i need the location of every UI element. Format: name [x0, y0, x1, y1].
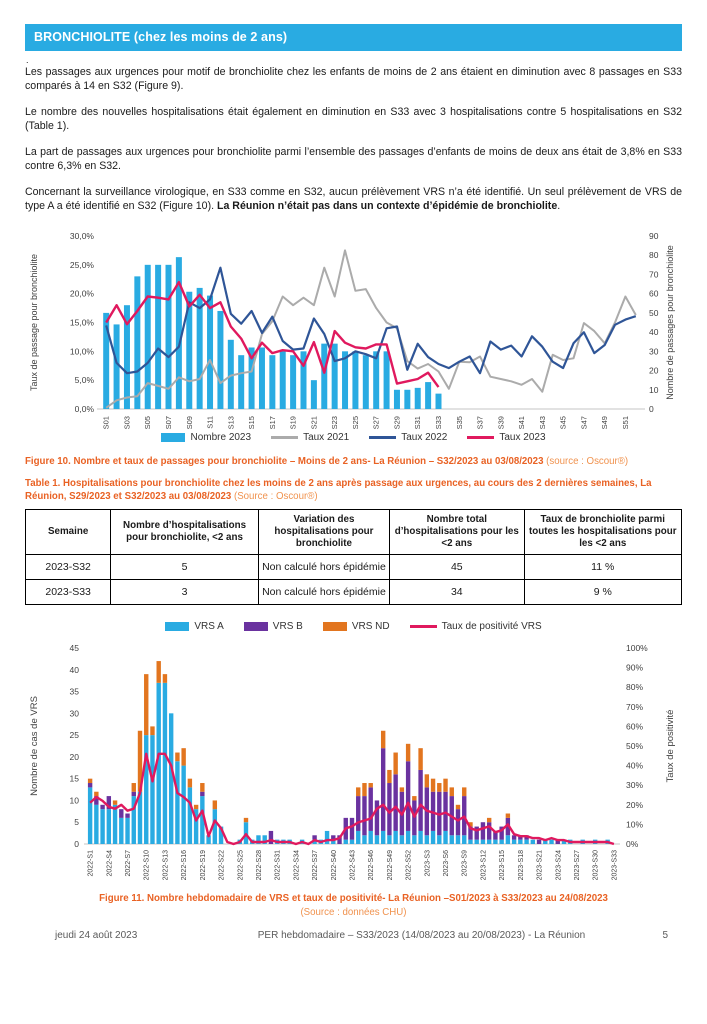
cell-taux: 11 %: [524, 555, 681, 580]
legend-color-swatch: [323, 622, 347, 631]
svg-text:S31: S31: [413, 415, 423, 430]
svg-text:S17: S17: [267, 415, 277, 430]
paragraph-hospitalisations: Le nombre des nouvelles hospitalisations était également en diminution en S33 avec 3 hospitalisations contre 5 hospitalisations en S32 (Table 1).: [25, 105, 682, 132]
svg-text:2022-S52: 2022-S52: [405, 850, 413, 881]
svg-text:S13: S13: [226, 415, 236, 430]
legend-item: [323, 621, 390, 632]
svg-text:80%: 80%: [626, 682, 644, 693]
svg-text:40: 40: [69, 665, 79, 676]
svg-text:70%: 70%: [626, 702, 644, 713]
svg-text:90%: 90%: [626, 662, 644, 673]
figure10-chart: [25, 226, 682, 432]
svg-text:2022-S7: 2022-S7: [125, 850, 133, 877]
vrs-stacked-bars: [88, 661, 610, 844]
svg-text:2022-S25: 2022-S25: [237, 850, 245, 881]
svg-text:60: 60: [649, 288, 659, 299]
svg-text:40%: 40%: [626, 760, 644, 771]
svg-text:20: 20: [69, 752, 79, 763]
cell-taux: 9 %: [524, 580, 681, 605]
svg-text:35: 35: [69, 686, 79, 697]
legend-item: [161, 432, 251, 443]
virologie-period: .: [557, 199, 561, 212]
figure11-legend: [25, 621, 682, 632]
table1-caption-text: Table 1. Hospitalisations pour bronchiolite chez les moins de 2 ans après passage aux urgences, au cours des 2 dernières semaines, La Réunion, S29/2023 et S32/2023 au 03/08/2023: [25, 478, 652, 502]
cell-nb: 3: [111, 580, 259, 605]
paragraph-part-passages: La part de passages aux urgences pour bronchiolite parmi l’ensemble des passages d’enfants de moins de deux ans était de 3,8% en S33 contre 6,3% en S32.: [25, 145, 682, 172]
svg-text:0%: 0%: [626, 839, 639, 850]
svg-text:50%: 50%: [626, 741, 644, 752]
legend-label: Taux 2021: [303, 431, 350, 443]
svg-text:2023-S18: 2023-S18: [517, 850, 525, 881]
figure10-caption-source: (source : Oscour®): [546, 455, 629, 467]
svg-text:Nombre de cas de VRS: Nombre de cas de VRS: [29, 696, 40, 797]
svg-text:S45: S45: [558, 415, 568, 430]
col-total-hosp: Nombre total d’hospitalisations pour les <2 ans: [390, 509, 524, 555]
svg-text:2022-S40: 2022-S40: [330, 850, 338, 881]
svg-text:2022-S16: 2022-S16: [181, 850, 189, 881]
figure11-caption-text: Figure 11. Nombre hebdomadaire de VRS et taux de positivité- La Réunion –S01/2023 à S33/2023 au 24/08/2023: [99, 893, 608, 905]
figure11-block: [25, 621, 682, 890]
svg-text:15,0%: 15,0%: [69, 317, 94, 328]
svg-text:S41: S41: [517, 415, 527, 430]
footer-page-number: 5: [662, 930, 668, 942]
svg-text:60%: 60%: [626, 721, 644, 732]
svg-text:S19: S19: [288, 415, 298, 430]
table1-caption: [25, 478, 682, 503]
svg-text:2023-S30: 2023-S30: [592, 850, 600, 881]
svg-text:10,0%: 10,0%: [69, 346, 94, 357]
svg-text:2023-S9: 2023-S9: [461, 850, 469, 877]
legend-item: [369, 432, 447, 443]
svg-text:S35: S35: [454, 415, 464, 430]
svg-text:S25: S25: [350, 415, 360, 430]
virologie-text: Concernant la surveillance virologique, en S33 comme en S32, aucun prélèvement VRS n’a été identifié. Un seul prélèvement de VRS de type A a été identifié en S32 (Figure 10).: [25, 185, 682, 212]
svg-text:2022-S34: 2022-S34: [293, 850, 301, 881]
cell-total: 34: [390, 580, 524, 605]
svg-text:30,0%: 30,0%: [69, 230, 94, 241]
svg-text:5,0%: 5,0%: [74, 374, 94, 385]
svg-text:2022-S37: 2022-S37: [312, 850, 320, 881]
legend-line-swatch: [467, 436, 494, 439]
table-row: [26, 580, 682, 605]
svg-text:S09: S09: [184, 415, 194, 430]
svg-text:S29: S29: [392, 415, 402, 430]
cell-semaine: 2023-S32: [26, 555, 111, 580]
legend-label: VRS ND: [351, 621, 390, 633]
section-title: BRONCHIOLITE (chez les moins de 2 ans): [34, 30, 288, 44]
svg-text:2022-S19: 2022-S19: [199, 850, 207, 881]
svg-text:90: 90: [649, 230, 659, 241]
legend-item: [271, 432, 349, 443]
legend-label: VRS B: [272, 621, 303, 633]
svg-text:10: 10: [649, 384, 659, 395]
svg-text:S15: S15: [247, 415, 257, 430]
svg-text:2023-S27: 2023-S27: [573, 850, 581, 881]
figure10-caption: [25, 456, 682, 469]
svg-text:S43: S43: [537, 415, 547, 430]
svg-text:0: 0: [74, 839, 79, 850]
legend-color-swatch: [244, 622, 268, 631]
virologie-bold: La Réunion n’était pas dans un contexte d’épidémie de bronchiolite: [217, 199, 558, 212]
footer-date: jeudi 24 août 2023: [55, 930, 138, 942]
svg-text:2023-S21: 2023-S21: [536, 850, 544, 881]
svg-text:20%: 20%: [626, 800, 644, 811]
svg-text:S27: S27: [371, 415, 381, 430]
svg-text:2022-S4: 2022-S4: [106, 850, 114, 877]
nombre-2023-bars: [103, 257, 441, 409]
svg-text:100%: 100%: [626, 643, 648, 654]
svg-text:S39: S39: [496, 415, 506, 430]
figure11-chart: [25, 634, 682, 890]
legend-line-swatch: [410, 625, 437, 628]
svg-text:0: 0: [649, 403, 654, 414]
figure10-legend: [25, 432, 682, 443]
cell-semaine: 2023-S33: [26, 580, 111, 605]
svg-text:40: 40: [649, 326, 659, 337]
svg-text:Taux de positivité: Taux de positivité: [665, 709, 676, 783]
paragraph-virologie: [25, 186, 682, 214]
svg-text:2022-S31: 2022-S31: [274, 850, 282, 881]
svg-text:25,0%: 25,0%: [69, 259, 94, 270]
svg-text:2023-S33: 2023-S33: [611, 850, 619, 881]
report-page: [0, 24, 707, 1024]
legend-line-swatch: [369, 436, 396, 439]
table1-caption-source: (Source : Oscour®): [233, 490, 318, 502]
svg-text:2022-S28: 2022-S28: [255, 850, 263, 881]
paragraph-passages: Les passages aux urgences pour motif de bronchiolite chez les enfants de moins de 2 ans étaient en diminution avec 8 passages en S33 comparés à 14 en S32 (Figure 9).: [25, 66, 682, 92]
svg-text:S33: S33: [434, 415, 443, 430]
svg-text:2023-S12: 2023-S12: [480, 850, 488, 881]
section-title-bar: [25, 24, 682, 51]
svg-text:2022-S13: 2022-S13: [162, 850, 170, 881]
svg-text:2022-S10: 2022-S10: [143, 850, 151, 881]
svg-text:2023-S15: 2023-S15: [499, 850, 507, 881]
stray-dot: .: [26, 55, 29, 65]
legend-label: Nombre 2023: [190, 431, 252, 443]
svg-text:5: 5: [74, 817, 79, 828]
svg-text:15: 15: [69, 773, 79, 784]
svg-text:80: 80: [649, 249, 659, 260]
svg-text:20,0%: 20,0%: [69, 288, 94, 299]
page-content: [0, 24, 707, 941]
legend-item: [467, 432, 545, 443]
svg-text:2022-S1: 2022-S1: [87, 850, 95, 877]
cell-nb: 5: [111, 555, 259, 580]
legend-item: [244, 621, 303, 632]
col-taux: Taux de bronchiolite parmi toutes les hospitalisations pour les <2 ans: [524, 509, 681, 555]
figure11-caption: [25, 892, 682, 920]
svg-text:S37: S37: [475, 415, 485, 430]
legend-label: Taux 2022: [401, 431, 448, 443]
svg-text:S23: S23: [330, 415, 340, 430]
svg-text:45: 45: [69, 643, 79, 654]
col-variation: Variation des hospitalisations pour bronchiolite: [258, 509, 389, 555]
cell-variation: Non calculé hors épidémie: [258, 555, 389, 580]
legend-label: Taux 2023: [499, 431, 546, 443]
svg-text:Nombre de passages pour bronch: Nombre de passages pour bronchiolite: [665, 244, 675, 400]
svg-text:20: 20: [649, 365, 659, 376]
svg-text:30%: 30%: [626, 780, 644, 791]
svg-text:2023-S3: 2023-S3: [424, 850, 432, 877]
col-nb-hosp: Nombre d’hospitalisations pour bronchiolite, <2 ans: [111, 509, 259, 555]
cell-variation: Non calculé hors épidémie: [258, 580, 389, 605]
figure10-caption-text: Figure 10. Nombre et taux de passages pour bronchiolite – Moins de 2 ans- La Réunion – S32/2023 au 03/08/2023: [25, 455, 544, 467]
legend-item: [165, 621, 223, 632]
line-taux-2021: [106, 250, 636, 407]
svg-text:10: 10: [69, 795, 79, 806]
svg-text:S47: S47: [579, 415, 589, 430]
table-header-row: [26, 509, 682, 555]
svg-text:S05: S05: [143, 415, 153, 430]
figure11-caption-source: (Source : données CHU): [300, 907, 407, 919]
legend-color-swatch: [165, 622, 189, 631]
table-row: [26, 555, 682, 580]
svg-text:Taux de passage pour bronchiol: Taux de passage pour bronchiolite: [29, 253, 39, 391]
svg-text:2023-S6: 2023-S6: [443, 850, 451, 877]
legend-item: [410, 621, 542, 632]
legend-line-swatch: [271, 436, 298, 439]
page-footer: [25, 930, 682, 941]
svg-text:2022-S22: 2022-S22: [218, 850, 226, 881]
svg-text:S51: S51: [620, 415, 630, 430]
svg-text:2022-S49: 2022-S49: [386, 850, 394, 881]
legend-label: VRS A: [194, 621, 224, 633]
svg-text:70: 70: [649, 269, 659, 280]
svg-text:30: 30: [69, 708, 79, 719]
svg-text:S07: S07: [164, 415, 173, 430]
footer-doc-title: PER hebdomadaire – S33/2023 (14/08/2023 au 20/08/2023) - La Réunion: [257, 930, 586, 942]
svg-text:25: 25: [69, 730, 79, 741]
col-semaine: Semaine: [26, 509, 111, 555]
svg-text:S01: S01: [101, 415, 111, 430]
legend-label: Taux de positivité VRS: [441, 621, 542, 633]
svg-text:S49: S49: [600, 415, 610, 430]
svg-text:S11: S11: [205, 415, 215, 429]
svg-text:2022-S43: 2022-S43: [349, 850, 357, 881]
svg-text:30: 30: [649, 346, 659, 357]
table1: [25, 509, 682, 606]
svg-text:10%: 10%: [626, 819, 644, 830]
cell-total: 45: [390, 555, 524, 580]
svg-text:50: 50: [649, 307, 659, 318]
svg-text:S03: S03: [122, 415, 132, 430]
svg-text:S21: S21: [309, 415, 319, 430]
svg-text:2023-S24: 2023-S24: [555, 850, 563, 881]
legend-color-swatch: [161, 433, 185, 442]
svg-text:2022-S46: 2022-S46: [368, 850, 376, 881]
svg-text:0,0%: 0,0%: [74, 403, 94, 414]
